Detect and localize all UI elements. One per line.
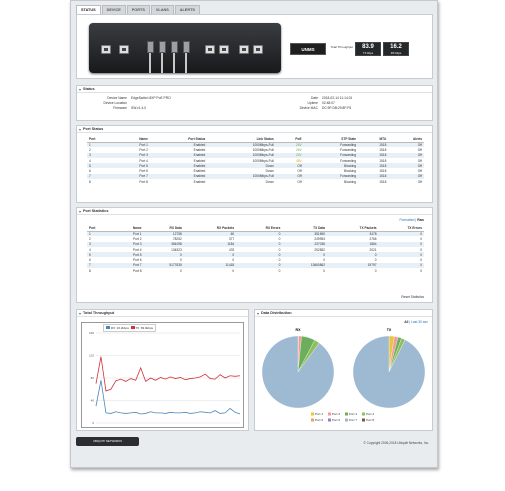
app-window — [70, 0, 438, 468]
port-5-icon[interactable] — [205, 45, 215, 54]
formatted-link[interactable]: Formatted — [399, 218, 415, 222]
pst-cell: 7 — [87, 263, 112, 268]
pst-cell: Port 6 — [133, 258, 142, 263]
pst-cell: 0 — [323, 268, 326, 273]
ps-cell: Off — [388, 142, 424, 147]
ps-cell: Off — [417, 179, 422, 184]
status-right — [272, 96, 422, 111]
ps-cell: Port 7 — [115, 174, 150, 179]
ubiquiti-logo: UBIQUITI NETWORKS — [76, 437, 139, 446]
pst-cell: 19797 — [327, 263, 379, 268]
legend-swatch — [362, 413, 365, 416]
pst-cell: 0 — [236, 242, 282, 247]
last-30-link[interactable]: Last 30 sec — [411, 320, 428, 324]
pst-cell: 3 — [87, 242, 112, 247]
ps-cell: Off — [276, 163, 304, 168]
ps-cell: Off — [297, 169, 302, 174]
ps-cell: Down — [207, 163, 275, 168]
tx-pie-slice[interactable] — [353, 336, 425, 408]
ps-cell: Forwarding — [304, 153, 358, 158]
ps-cell: 4 — [89, 158, 91, 163]
pst-col-header[interactable]: Name — [112, 226, 143, 231]
ps-cell: Enabled — [193, 179, 206, 184]
cable-icon — [173, 53, 175, 73]
pst-cell: 134523 — [171, 247, 182, 252]
tx-pie-title: TX — [386, 328, 392, 332]
ps-cell: Off — [417, 169, 422, 174]
ps-col-header[interactable]: Link Status — [207, 137, 275, 142]
y-tick-label: 80 — [90, 376, 94, 380]
y-tick-label: 160 — [88, 331, 94, 335]
ps-cell: 1000Mbps-Full — [207, 153, 275, 158]
pst-cell: 0 — [144, 252, 184, 257]
tab-alerts[interactable]: ALERTS — [175, 5, 200, 14]
y-tick-label: 40 — [90, 398, 94, 403]
pst-cell: 0 — [379, 231, 424, 236]
ps-cell: Blocking — [344, 169, 357, 174]
pst-cell: 78252 — [172, 236, 182, 241]
pst-cell: Port 5 — [112, 252, 143, 257]
pst-cell: 2 — [89, 236, 91, 241]
pst-cell: Port 4 — [133, 247, 142, 252]
port-6-icon[interactable] — [219, 45, 229, 54]
ps-cell: Port 6 — [139, 169, 148, 174]
ps-cell: 24V — [295, 147, 302, 152]
legend-label: Port 1 — [315, 412, 324, 416]
ps-cell: Off — [417, 158, 422, 163]
all-link[interactable]: All — [404, 320, 409, 324]
throughput-title[interactable]: Total Throughput — [77, 310, 248, 317]
pst-cell: 0 — [278, 268, 281, 273]
pst-cell: 237036 — [282, 242, 327, 247]
pst-cell: 0 — [278, 236, 281, 241]
pst-cell: 351690 — [282, 231, 327, 236]
rx-pie-title: RX — [295, 328, 301, 332]
rx-unit: RX kbps — [390, 51, 402, 55]
status-left — [81, 96, 231, 111]
ps-cell: Port 3 — [115, 153, 150, 158]
ps-col-header[interactable]: MTU — [358, 137, 388, 142]
legend-label: Port 8 — [366, 418, 375, 422]
legend-swatch — [311, 419, 314, 422]
pst-cell: 0 — [374, 268, 377, 273]
pst-cell: 11418 — [184, 263, 236, 268]
ps-cell: Off — [388, 153, 424, 158]
pst-cell: 12758 — [144, 231, 184, 236]
tab-ports[interactable]: PORTS — [127, 5, 150, 14]
ps-cell: Forwarding — [304, 142, 358, 147]
pst-cell: 0 — [184, 252, 236, 257]
ps-cell: Enabled — [193, 158, 206, 163]
ps-cell: Port 4 — [139, 158, 148, 163]
value-firmware: SW.v1.4.0 — [131, 106, 147, 110]
pst-cell: 0 — [379, 242, 424, 247]
pst-cell: 252852 — [314, 247, 326, 252]
ps-cell: 6 — [89, 169, 91, 174]
legend-swatch — [362, 419, 365, 422]
pst-cell: Port 8 — [133, 268, 142, 273]
ps-cell: Enabled — [150, 142, 207, 147]
ps-col-header[interactable]: Port Status — [150, 137, 207, 142]
pst-cell: 0 — [278, 258, 281, 263]
pst-cell: 0 — [327, 252, 379, 257]
ps-cell: 1000Mbps-Full — [207, 174, 275, 179]
ps-cell: 24V — [276, 153, 304, 158]
pst-cell: 249953 — [314, 236, 326, 241]
pst-cell: 5177835 — [144, 263, 184, 268]
pst-cell: 0 — [420, 258, 422, 263]
distribution-chart — [255, 318, 434, 430]
legend-swatch — [345, 419, 348, 422]
cable-icon — [149, 53, 151, 73]
ps-cell: 24V — [276, 142, 304, 147]
cable-icon — [161, 53, 163, 73]
throughput-panel — [76, 309, 249, 431]
ps-cell: 1000Mbps-Full — [207, 142, 275, 147]
legend-label: Port 5 — [315, 418, 324, 422]
pst-cell: 1 — [87, 231, 112, 236]
value-device-mac: DC:9F:DB:29:8F:F5 — [322, 106, 352, 110]
pst-cell: 0 — [179, 258, 182, 263]
ps-cell: Down — [265, 179, 274, 184]
ps-cell: Port 1 — [115, 142, 150, 147]
format-toggle: Formatted | Raw — [399, 218, 424, 222]
pst-cell: 0 — [282, 252, 327, 257]
ps-cell: Off — [388, 174, 424, 179]
ps-cell: Enabled — [150, 174, 207, 179]
distribution-title[interactable]: Data Distribution — [255, 310, 432, 317]
port-statistics-panel — [76, 207, 433, 303]
label-uptime: Uptime — [307, 101, 318, 105]
port-statistics-title[interactable]: Port Statistics — [77, 208, 432, 215]
sfp-port-icon — [147, 41, 154, 53]
ps-cell: 8 — [89, 179, 91, 184]
ps-cell: 1518 — [358, 142, 388, 147]
pst-cell: 354098 — [144, 242, 184, 247]
pst-cell: 0 — [323, 258, 326, 263]
ps-cell: Forwarding — [304, 174, 358, 179]
ps-cell: Off — [388, 163, 424, 168]
port-status-title[interactable]: Port Status — [77, 126, 432, 133]
unms-badge: UNMS — [290, 43, 326, 55]
raw-link[interactable]: Raw — [417, 218, 424, 222]
tab-status[interactable]: STATUS — [76, 5, 101, 14]
ps-cell: Port 2 — [139, 147, 148, 152]
y-tick-label: 120 — [88, 353, 94, 358]
label-device-location: Device Location — [103, 101, 127, 105]
ps-cell: 1518 — [358, 153, 388, 158]
pst-cell: 0 — [379, 252, 424, 257]
pst-col-header[interactable]: RX Packets — [184, 226, 236, 231]
legend-label: Port 3 — [349, 412, 358, 416]
throughput-legend — [103, 324, 156, 332]
pst-cell: 0 — [236, 231, 282, 236]
legend-swatch — [311, 413, 314, 416]
pst-cell: 0 — [420, 236, 422, 241]
ps-cell: Port 5 — [115, 163, 150, 168]
pst-cell: 2766 — [369, 236, 377, 241]
legend-label: Port 6 — [332, 418, 341, 422]
legend-label: Port 4 — [366, 412, 375, 416]
pst-cell: 0 — [374, 258, 377, 263]
ps-cell: Enabled — [150, 153, 207, 158]
ps-cell: 1518 — [379, 179, 387, 184]
value-device-name: EdgeSwitch 8XP PoE PRO — [131, 96, 171, 100]
ps-cell: 1000Mbps-Full — [252, 158, 274, 163]
ps-cell: 1 — [87, 142, 115, 147]
pst-cell: Port 1 — [112, 231, 143, 236]
ps-cell: Blocking — [344, 179, 357, 184]
pst-cell: 8 — [89, 268, 91, 273]
pst-cell: 1184 — [184, 242, 236, 247]
port-status-panel — [76, 125, 433, 203]
pst-col-header[interactable]: RX Errors — [236, 226, 282, 231]
value-date: 2018-02-14 11:14:01 — [322, 96, 353, 100]
throughput-chart — [81, 322, 244, 428]
ps-cell: Off — [417, 147, 422, 152]
port-2-icon[interactable] — [119, 45, 129, 54]
copyright: © Copyright 2006-2018 Ubiquiti Networks, Inc. — [363, 441, 429, 445]
pst-cell: 0 — [232, 268, 235, 273]
status-panel — [76, 85, 433, 121]
pst-cell: 5 — [87, 252, 112, 257]
label-device-name: Device Name — [107, 96, 127, 100]
device-header — [76, 14, 433, 79]
pst-cell: 0 — [236, 263, 282, 268]
port-7-icon[interactable] — [239, 45, 249, 54]
ps-col-header[interactable]: Port — [87, 137, 115, 142]
tx-series-line — [96, 357, 240, 391]
ps-cell: 1518 — [379, 147, 387, 152]
cable-icon — [185, 53, 187, 73]
sfp-port-icon — [183, 41, 190, 53]
ps-col-header[interactable]: Alerts — [388, 137, 424, 142]
ps-cell: Port 8 — [139, 179, 148, 184]
tx-swatch — [131, 326, 135, 329]
distribution-range: All | Last 30 sec — [404, 320, 428, 324]
legend-swatch — [328, 413, 331, 416]
value-uptime: 02:48:07 — [322, 101, 335, 105]
ps-cell: 1518 — [358, 163, 388, 168]
label-device-mac: Device MAC — [299, 106, 318, 110]
ps-cell: Enabled — [150, 163, 207, 168]
pst-cell: 0 — [420, 247, 422, 252]
ps-cell: 2 — [89, 147, 91, 152]
ps-cell: 7 — [87, 174, 115, 179]
sfp-port-icon — [171, 41, 178, 53]
legend-label: Port 2 — [332, 412, 341, 416]
rx-swatch — [106, 326, 110, 329]
ps-cell: Down — [265, 169, 274, 174]
sfp-port-icon — [159, 41, 166, 53]
pst-cell: 6 — [89, 258, 91, 263]
rx-value: 16.2 — [390, 44, 402, 50]
tx-unit: TX kbps — [362, 51, 374, 55]
ps-col-header[interactable]: STP State — [304, 137, 358, 142]
tab-device[interactable]: DEVICE — [102, 5, 126, 14]
pst-cell: 0 — [179, 268, 182, 273]
device-image — [89, 23, 281, 73]
pst-cell: 0 — [420, 268, 422, 273]
tab-bar — [76, 5, 200, 14]
ps-cell: 48V — [295, 158, 302, 163]
ps-cell: 3 — [87, 153, 115, 158]
pst-col-header[interactable]: TX Packets — [327, 226, 379, 231]
legend-tx: TX: 83.9kbps — [135, 326, 153, 330]
tx-throughput — [355, 42, 381, 56]
pst-cell: 0 — [379, 263, 424, 268]
legend-swatch — [345, 413, 348, 416]
pst-cell: Port 3 — [112, 242, 143, 247]
tab-vlans[interactable]: VLANS — [151, 5, 174, 14]
pst-cell: 0 — [278, 247, 281, 252]
status-title[interactable]: Status — [77, 86, 432, 93]
ps-col-header[interactable]: PoE — [276, 137, 304, 142]
pst-cell: 377 — [228, 236, 235, 241]
y-tick-label: 0 — [92, 421, 94, 425]
legend-rx: RX: 16.2kbps — [110, 326, 129, 330]
legend-label: Port 7 — [349, 418, 358, 422]
ps-cell: Forwarding — [340, 158, 357, 163]
port-statistics-table — [87, 226, 424, 273]
rx-throughput — [383, 42, 409, 56]
port-1-icon[interactable] — [101, 45, 111, 54]
pst-col-header[interactable]: Port — [87, 226, 112, 231]
legend-swatch — [328, 419, 331, 422]
label-firmware: Firmware — [113, 106, 127, 110]
pst-cell: 478 — [228, 247, 235, 252]
port-8-icon[interactable] — [253, 45, 263, 54]
pst-cell: 2021 — [369, 247, 377, 252]
ps-cell: 1518 — [379, 169, 387, 174]
rx-series-line — [96, 380, 240, 414]
pst-col-header[interactable]: TX Data — [282, 226, 327, 231]
throughput-label: Total Throughput — [330, 45, 353, 49]
ps-cell: Off — [297, 179, 302, 184]
ps-col-header[interactable]: Name — [115, 137, 150, 142]
ps-cell: 1000Mbps-Full — [252, 147, 274, 152]
pst-cell: 13660862 — [282, 263, 327, 268]
table-row — [87, 268, 424, 273]
pst-col-header[interactable]: TX Errors — [379, 226, 424, 231]
pst-cell: Port 2 — [133, 236, 142, 241]
pst-cell: 0 — [236, 252, 282, 257]
rx-pie-slice[interactable] — [262, 336, 334, 408]
ps-cell: 5 — [87, 163, 115, 168]
pst-cell: 0 — [232, 258, 235, 263]
pst-cell: 1864 — [327, 242, 379, 247]
pst-cell: 4 — [89, 247, 91, 252]
port-status-table — [87, 137, 424, 184]
ps-cell: Blocking — [304, 163, 358, 168]
label-date: Date — [311, 96, 318, 100]
table-row — [87, 179, 424, 184]
ps-cell: Enabled — [193, 169, 206, 174]
pst-cell: Port 7 — [112, 263, 143, 268]
pst-col-header[interactable]: RX Data — [144, 226, 184, 231]
tx-value: 83.9 — [362, 44, 374, 50]
ps-cell: Off — [276, 174, 304, 179]
pst-cell: 3478 — [327, 231, 379, 236]
distribution-panel — [254, 309, 433, 431]
reset-statistics-button[interactable]: Reset Statistics — [401, 295, 424, 299]
ps-cell: Enabled — [193, 147, 206, 152]
ps-cell: 1518 — [358, 174, 388, 179]
ps-cell: 1518 — [379, 158, 387, 163]
pst-cell: 60 — [184, 231, 236, 236]
ps-cell: Forwarding — [340, 147, 357, 152]
